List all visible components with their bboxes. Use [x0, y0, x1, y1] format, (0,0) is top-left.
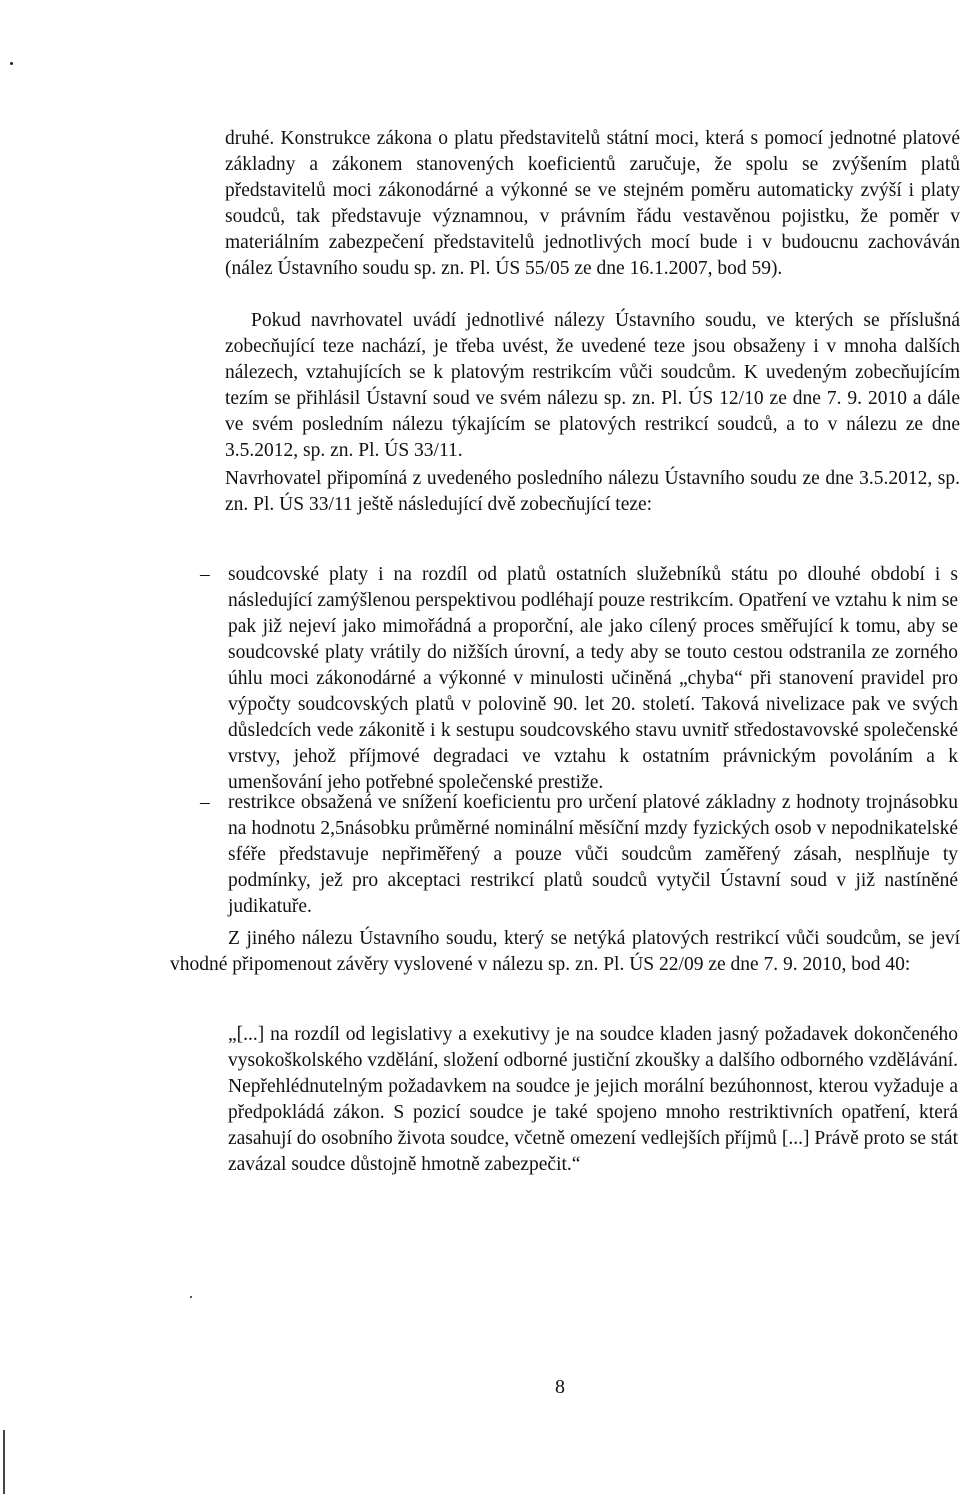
bullet-item-1: soudcovské platy i na rozdíl od platů ostatních služebníků státu po dlouhé období i s následující zamýšlenou perspektivou podléhají pouze restrikcím. Opatření ve vztahu k nim se pak již nejeví jako mimořádná a proporční, ale jako cílený proces směřující k tomu, aby se soudcovské platy vrátily do nižších úrovní, a tedy aby se touto cestou odstranila ze zorného úhlu moci zákonodárné a výkonné v minulosti učiněná „chyba“ při stanovení pravidel pro výpočty soudcovských platů v polovině 90. let 20. století. Taková nivelizace pak ve svých důsledcích vede zákonitě i k sestupu soudcovského stavu uvnitř středostavovské společenské vrstvy, jehož příjmové degradaci ve vztahu k ostatním právnickým povoláním a k umenšování jeho potřebné společenské prestiže.	[228, 564, 958, 793]
bullet-item-2: restrikce obsažená ve snížení koeficientu pro určení platové základny z hodnoty trojnásobku na hodnotu 2,5násobku průměrné nominální měsíční mzdy fyzických osob v nepodnikatelské sféře představuje nepřiměřený a pouze vůči soudcům zaměřený zásah, nesplňuje ty podmínky, jež pro akceptaci restrikcí platů soudců vytyčil Ústavní soud v již nastíněné judikatuře.	[228, 792, 958, 917]
paragraph-other-finding	[170, 926, 960, 978]
scan-speck	[190, 1296, 192, 1298]
paragraph-other-finding-text: Z jiného nálezu Ústavního soudu, který se netýká platových restrikcí vůči soudcům, se jeví vhodné připomenout závěry vyslovené v nálezu sp. zn. Pl. ÚS 22/09 ze dne 7. 9. 2010, bod 40:	[170, 928, 960, 975]
paragraph-proposer-findings	[225, 308, 960, 464]
bullet-dash-1: –	[200, 564, 210, 585]
scan-speck	[10, 62, 13, 65]
paragraph-proposer-findings-text: Pokud navrhovatel uvádí jednotlivé nálezy Ústavního soudu, ve kterých se příslušná zobecňující teze nachází, je třeba uvést, že uvedené teze jsou obsaženy i v mnoha dalších nálezech, vztahujících se k platovým restrikcím vůči soudcům. K uvedeným zobecňujícím tezím se přihlásil Ústavní soud ve svém nálezu sp. zn. Pl. ÚS 12/10 ze dne 7. 9. 2010 a dále ve svém posledním nálezu týkajícím se platových restrikcí soudců, a to v nálezu ze dne 3.5.2012, sp. zn. Pl. ÚS 33/11.	[225, 310, 960, 461]
page-number: 8	[555, 1376, 565, 1398]
scan-margin-line	[3, 1430, 5, 1494]
paragraph-recall-theses	[225, 466, 960, 518]
paragraph-recall-theses-text: Navrhovatel připomíná z uvedeného posledního nálezu Ústavního soudu ze dne 3.5.2012, sp. zn. Pl. ÚS 33/11 ještě následující dvě zobecňující teze:	[225, 468, 960, 515]
block-quote: „[...] na rozdíl od legislativy a exekutivy je na soudce kladen jasný požadavek dokončeného vysokoškolského vzdělání, složení odborné justiční zkoušky a dalšího odborného vzdělávání. Nepřehlédnutelným požadavkem na soudce je jejich morální bezúhonnost, kterou vyžaduje a předpokládá zákon. S pozicí soudce je také spojeno mnoho restriktivních opatření, která zasahují do osobního života soudce, včetně omezení vedlejších příjmů [...] Právě proto se stát zavázal soudce důstojně hmotně zabezpečit.“	[228, 1024, 958, 1175]
bullet-dash-2: –	[200, 792, 210, 813]
paragraph-intro: druhé. Konstrukce zákona o platu představitelů státní moci, která s pomocí jednotné platové základny a zákonem stanovených koeficientů zaručuje, že spolu se zvýšením platů představitelů moci zákonodárné a výkonné se ve stejném poměru automaticky zvýší i platy soudců, tak představuje významnou, v právním řádu vestavěnou pojistku, že poměr v materiálním zabezpečení představitelů jednotlivých mocí bude i v budoucnu zachováván (nález Ústavního soudu sp. zn. Pl. ÚS 55/05 ze dne 16.1.2007, bod 59).	[225, 128, 960, 279]
